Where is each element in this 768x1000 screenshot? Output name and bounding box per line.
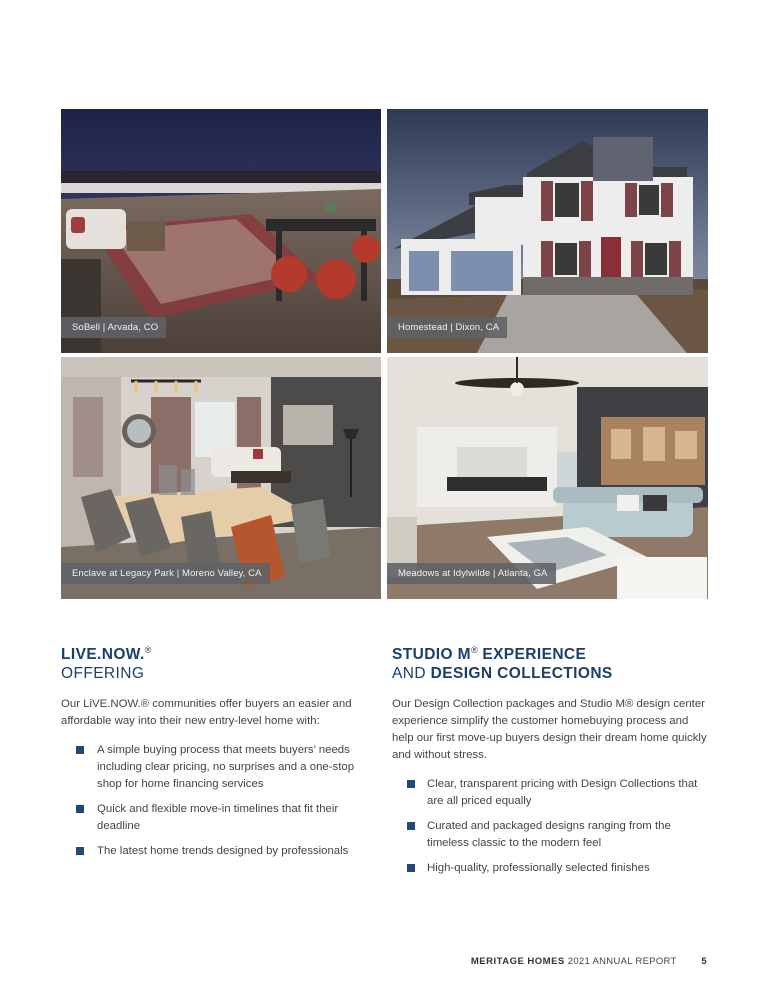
heading-light: OFFERING [61,665,145,682]
live-now-intro: Our LiVE.NOW.® communities offer buyers an easier and affordable way into their new entry-level home with: [61,698,352,727]
live-now-section [61,641,361,868]
footer-report-title: 2021 ANNUAL REPORT [567,956,677,967]
page-footer [471,956,707,967]
studio-m-section [392,641,712,885]
list-item [61,843,361,860]
bullet-text: Clear, transparent pricing with Design Collections that are all priced equally [427,778,698,807]
photo-living-room [387,357,708,599]
photo-caption: SoBell | Arvada, CO [61,317,166,338]
list-item [392,776,712,810]
bullet-text: A simple buying process that meets buyers’ needs including clear pricing, no surprises and a one-stop shop for home financing services [97,744,355,790]
studio-m-bullet-list [392,776,712,877]
photo-caption: Meadows at Idylwilde | Atlanta, GA [387,563,556,584]
footer-brand: MERITAGE HOMES [470,956,565,967]
photo-caption: Homestead | Dixon, CA [387,317,507,338]
photo-caption: Enclave at Legacy Park | Moreno Valley, CA [61,563,270,584]
bullet-text: The latest home trends designed by professionals [97,845,349,857]
bullet-text: Curated and packaged designs ranging from the timeless classic to the modern feel [427,820,671,849]
bullet-square-icon [407,822,415,830]
registered-mark: ® [470,645,478,655]
bullet-square-icon [76,746,84,754]
bullet-text: High-quality, professionally selected finishes [427,862,650,874]
bullet-square-icon [407,780,415,788]
studio-m-intro: Our Design Collection packages and Studio M® design center experience simplify the customer homebuying process and help our first move-up buyers design their dream home quickly and without stress. [392,698,707,761]
live-now-bullet-list [61,742,361,860]
photo-house-exterior [387,109,708,353]
heading-bold: STUDIO M [392,646,471,663]
page-number: 5 [701,956,707,967]
photo-rooftop-deck [61,109,381,353]
studio-m-heading [392,641,712,683]
heading-bold-second: DESIGN COLLECTIONS [430,665,613,682]
bullet-text: Quick and flexible move-in timelines that fit their deadline [97,803,339,832]
list-item [61,742,361,793]
heading-bold: LIVE.NOW. [61,646,145,663]
list-item [392,860,712,877]
list-item [392,818,712,852]
bullet-square-icon [407,864,415,872]
live-now-heading [61,641,361,683]
heading-light: AND [392,665,431,682]
bullet-square-icon [76,847,84,855]
bullet-square-icon [76,805,84,813]
photo-dining-room [61,357,381,599]
registered-mark: ® [144,645,152,655]
heading-bold-suffix: EXPERIENCE [477,646,587,663]
list-item [61,801,361,835]
